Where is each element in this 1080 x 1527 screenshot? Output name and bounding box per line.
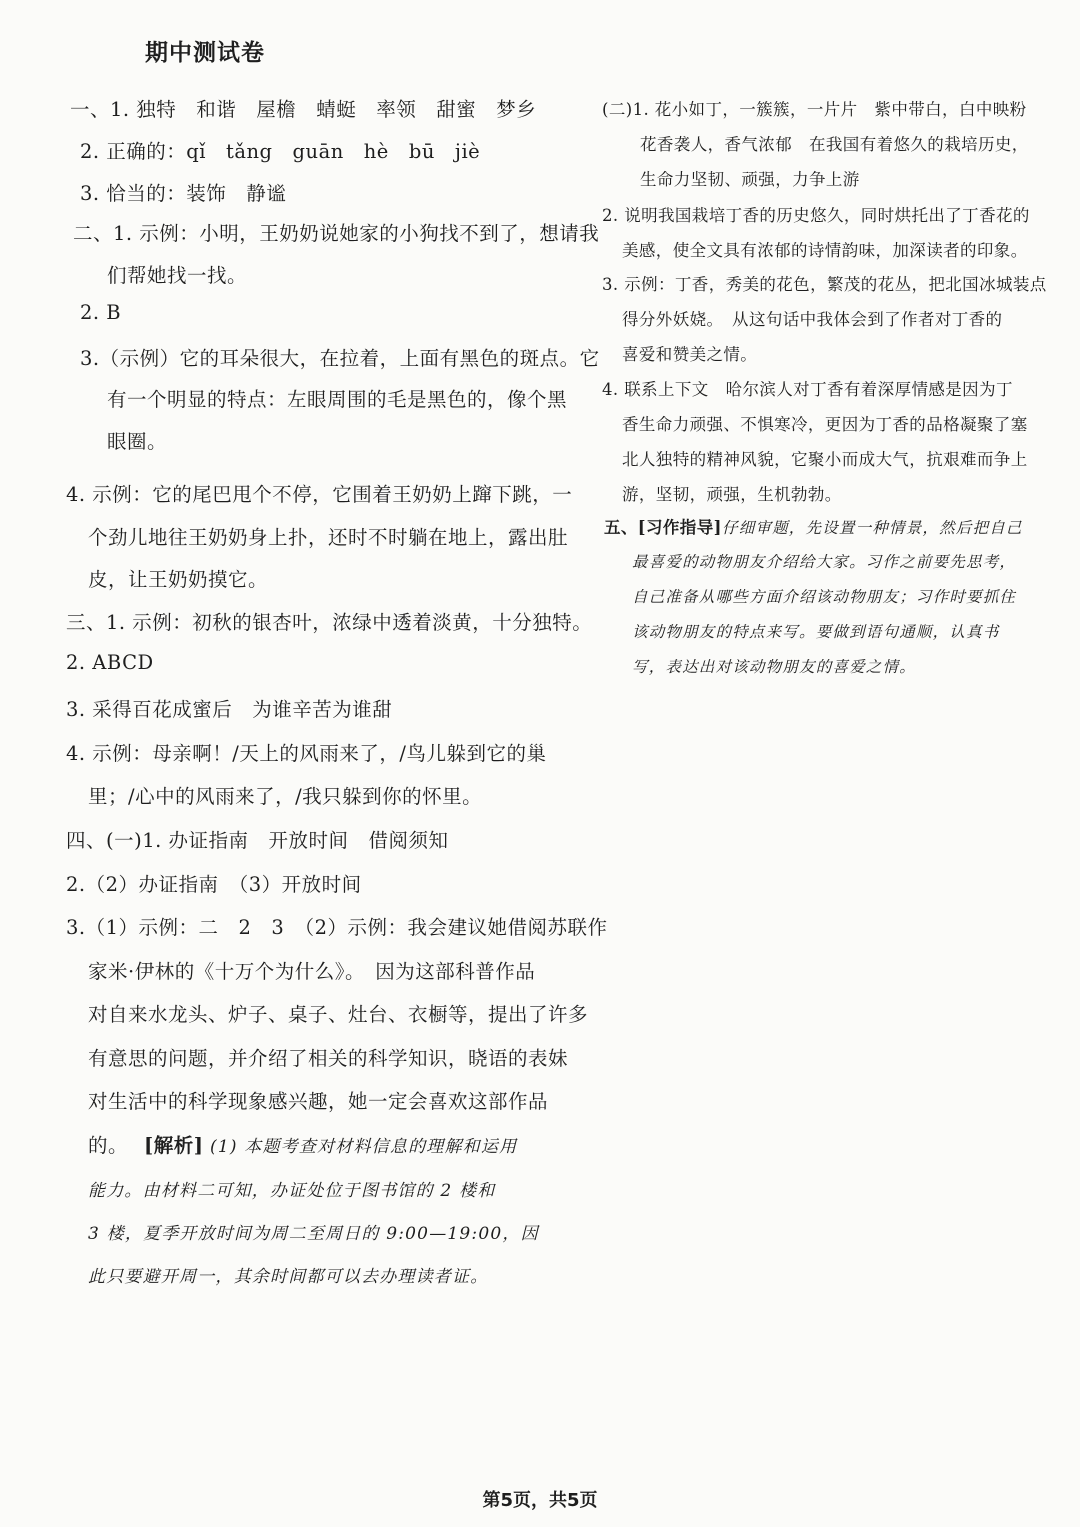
answer-line: 3. 恰当的：装饰 静谧 <box>80 182 287 205</box>
answer-line: 里；/心中的风雨来了，/我只躲到你的怀里。 <box>88 785 483 808</box>
answer-line: 得分外妖娆。 从这句话中我体会到了作者对丁香的 <box>622 310 1003 329</box>
answer-line: 仔细审题，先设置一种情景，然后把自己 <box>722 519 1023 537</box>
analysis-label: [解析] <box>144 1134 204 1157</box>
answer-line: 2. 说明我国栽培丁香的历史悠久，同时烘托出了丁香花的 <box>602 206 1030 225</box>
answer-line: 游，坚韧，顽强，生机勃勃。 <box>622 485 842 504</box>
answer-line: 三、1. 示例：初秋的银杏叶，浓绿中透着淡黄，十分独特。 <box>66 611 593 634</box>
answer-line: 生命力坚韧、顽强，力争上游 <box>640 170 860 189</box>
answer-line: 2. 正确的：qǐ tǎng guān hè bū jiè <box>80 140 481 163</box>
answer-line: 们帮她找一找。 <box>107 264 248 287</box>
answer-line: 香生命力顽强、不惧寒冷，更因为丁香的品格凝聚了塞 <box>622 415 1028 434</box>
answer-line: 喜爱和赞美之情。 <box>622 345 758 364</box>
answer-line: 家米·伊林的《十万个为什么》。 因为这部科普作品 <box>88 960 536 983</box>
answer-line: 写，表达出对该动物朋友的喜爱之情。 <box>632 658 916 676</box>
answer-line: 3.（示例）它的耳朵很大，在拉着，上面有黑色的斑点。它 <box>80 347 600 370</box>
answer-line: 3 楼，夏季开放时间为周二至周日的 9:00—19:00，因 <box>88 1224 539 1244</box>
answer-line: 3.（1）示例：二 2 3 （2）示例：我会建议她借阅苏联作 <box>66 916 608 939</box>
answer-line: 皮，让王奶奶摸它。 <box>88 568 269 591</box>
answer-line: 最喜爱的动物朋友介绍给大家。习作之前要先思考， <box>632 553 1017 571</box>
answer-line: 自己准备从哪些方面介绍该动物朋友；习作时要抓住 <box>632 588 1017 606</box>
answer-line: 的。 <box>88 1134 129 1157</box>
writing-guide-label: 五、[习作指导] <box>604 518 722 537</box>
answer-line: 二、1. 示例：小明，王奶奶说她家的小狗找不到了，想请我 <box>73 222 600 245</box>
answer-line: 4. 示例：母亲啊！/天上的风雨来了，/鸟儿躲到它的巢 <box>66 742 547 765</box>
answer-line: 北人独特的精神风貌，它聚小而成大气，抗艰难而争上 <box>622 450 1028 469</box>
answer-line: 眼圈。 <box>107 430 168 453</box>
answer-line: 2. ABCD <box>66 651 154 674</box>
answer-line: 3. 采得百花成蜜后 为谁辛苦为谁甜 <box>66 698 393 721</box>
answer-line: 四、(一)1. 办证指南 开放时间 借阅须知 <box>66 829 449 852</box>
answer-line: 4. 示例：它的尾巴甩个不停，它围着王奶奶上蹿下跳，一 <box>66 483 573 506</box>
answer-line: 有一个明显的特点：左眼周围的毛是黑色的，像个黑 <box>107 388 568 411</box>
answer-line: 一、1. 独特 和谐 屋檐 蜻蜓 率领 甜蜜 梦乡 <box>70 98 537 121</box>
answer-line: 该动物朋友的特点来写。要做到语句通顺，认真书 <box>632 623 1000 641</box>
answer-line: 个劲儿地往王奶奶身上扑，还时不时躺在地上，露出肚 <box>88 526 569 549</box>
answer-line: 此只要避开周一，其余时间都可以去办理读者证。 <box>88 1267 489 1287</box>
answer-line: 能力。由材料二可知，办证处位于图书馆的 2 楼和 <box>88 1181 496 1201</box>
answer-line: 3. 示例：丁香，秀美的花色，繁茂的花丛，把北国冰城装点 <box>602 275 1047 294</box>
answer-line: 美感，使全文具有浓郁的诗情韵味，加深读者的印象。 <box>622 241 1028 260</box>
answer-line: 4. 联系上下文 哈尔滨人对丁香有着深厚情感是因为丁 <box>602 380 1013 399</box>
answer-line: 2.（2）办证指南 （3）开放时间 <box>66 873 362 896</box>
answer-line: 对生活中的科学现象感兴趣，她一定会喜欢这部作品 <box>88 1090 549 1113</box>
answer-line: (二)1. 花小如丁，一簇簇，一片片 紫中带白，白中映粉 <box>602 100 1027 119</box>
page-title: 期中测试卷 <box>145 40 265 66</box>
answer-line: 2. B <box>80 301 122 324</box>
answer-line: 花香袭人，香气浓郁 在我国有着悠久的栽培历史， <box>640 135 1029 154</box>
page-number-footer: 第5页，共5页 <box>482 1490 598 1511</box>
answer-line: 对自来水龙头、炉子、桌子、灶台、衣橱等，提出了许多 <box>88 1003 589 1026</box>
answer-line: 有意思的问题，并介绍了相关的科学知识，晓语的表妹 <box>88 1047 569 1070</box>
answer-line: (1) 本题考查对材料信息的理解和运用 <box>210 1137 518 1157</box>
